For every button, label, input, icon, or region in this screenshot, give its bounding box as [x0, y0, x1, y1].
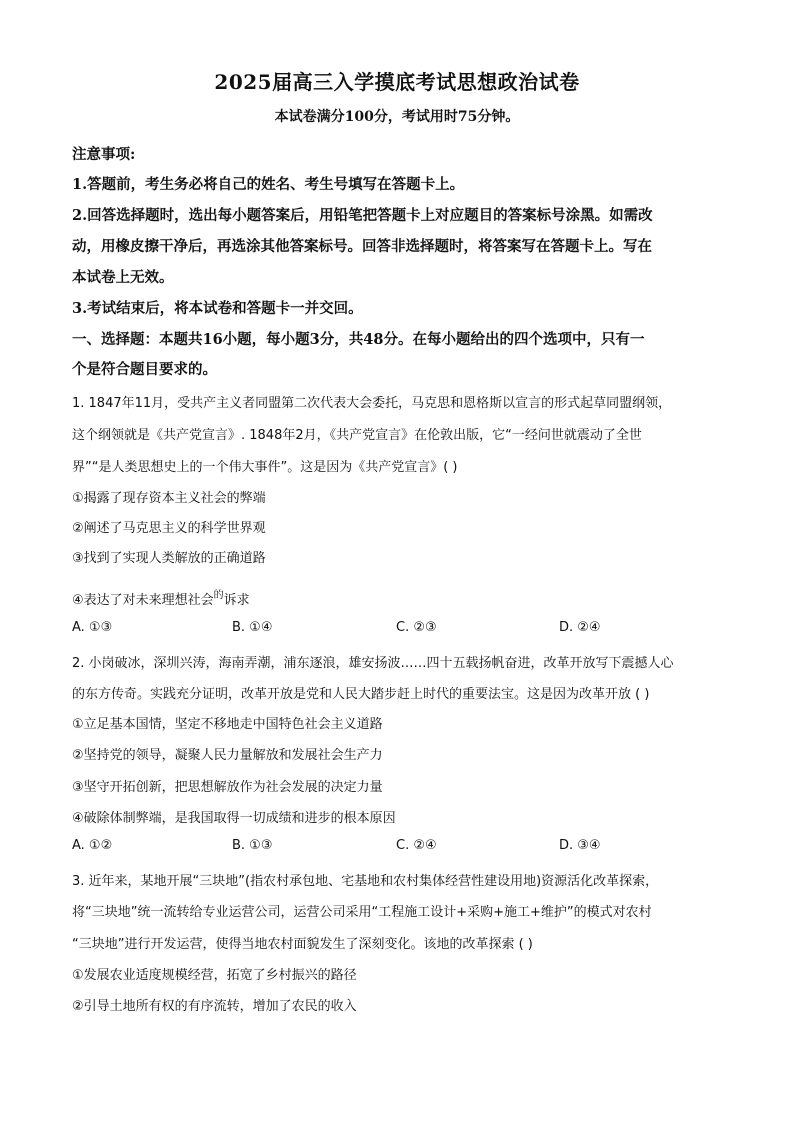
- notice-line: 2.回答选择题时，选出每小题答案后，用铅笔把答题卡上对应题目的答案标号涂黑。如需改: [72, 207, 653, 224]
- option-d[interactable]: D. ③④: [559, 838, 601, 853]
- exam-subtitle: 本试卷满分100分，考试用时75分钟。: [274, 109, 520, 125]
- question-3-stem: “三块地”进行开发运营，使得当地农村面貌发生了深刻变化。该地的改革探索 ( ): [72, 937, 533, 952]
- question-3-stem: 将“三块地”统一流转给专业运营公司，运营公司采用“工程施工设计+采购+施工+维护”的模式对农村: [72, 905, 652, 920]
- section-heading: 个是符合题目要求的。: [72, 361, 217, 378]
- question-3-stem: 3. 近年来，某地开展“三块地”(指农村承包地、宅基地和农村集体经营性建设用地)资源活化改革探索，: [72, 874, 659, 889]
- question-2-item: ②坚持党的领导，凝聚人民力量解放和发展社会生产力: [72, 748, 383, 763]
- option-c[interactable]: C. ②③: [396, 620, 437, 635]
- question-1-stem: 这个纲领就是《共产党宣言》. 1848年2月，《共产党宣言》在伦敦出版，它“一经问世就震动了全世: [72, 428, 642, 443]
- question-3-item: ②引导土地所有权的有序流转，增加了农民的收入: [72, 999, 357, 1014]
- notice-line: 本试卷上无效。: [72, 269, 174, 286]
- option-d[interactable]: D. ②④: [559, 620, 601, 635]
- question-3-item: ①发展农业适度规模经营，拓宽了乡村振兴的路径: [72, 968, 357, 983]
- option-a[interactable]: A. ①③: [72, 620, 113, 635]
- option-b[interactable]: B. ①③: [232, 838, 273, 853]
- question-2-item: ③坚守开拓创新，把思想解放作为社会发展的决定力量: [72, 780, 383, 795]
- question-1-item: ②阐述了马克思主义的科学世界观: [72, 521, 266, 536]
- notice-line: 3.考试结束后，将本试卷和答题卡一并交回。: [72, 300, 363, 317]
- option-c[interactable]: C. ②④: [396, 838, 437, 853]
- question-1-item: [72, 586, 732, 608]
- question-1-stem: 1. 1847年11月，受共产主义者同盟第二次代表大会委托，马克思和恩格斯以宣言的形式起草同盟纲领，: [72, 396, 672, 411]
- notice-heading: 注意事项:: [72, 146, 136, 163]
- item-superscript: 的: [213, 590, 224, 601]
- question-1-options: [72, 620, 712, 640]
- question-2-item: ④破除体制弊端，是我国取得一切成绩和进步的根本原因: [72, 811, 396, 826]
- item-text: ④表达了对未来理想社会: [72, 593, 214, 608]
- question-1-item: ①揭露了现存资本主义社会的弊端: [72, 491, 266, 506]
- question-2-stem: 的东方传奇。实践充分证明，改革开放是党和人民大踏步赶上时代的重要法宝。这是因为改革开放 ( ): [72, 687, 650, 702]
- notice-line: 动，用橡皮擦干净后，再选涂其他答案标号。回答非选择题时，将答案写在答题卡上。写在: [72, 238, 652, 255]
- question-1-item: ③找到了实现人类解放的正确道路: [72, 551, 266, 566]
- exam-title: 2025届高三入学摸底考试思想政治试卷: [214, 70, 580, 94]
- question-1-stem: 界”“是人类思想史上的一个伟大事件”。这是因为《共产党宣言》( ): [72, 460, 458, 475]
- notice-line: 1.答题前，考生务必将自己的姓名、考生号填写在答题卡上。: [72, 176, 465, 193]
- question-2-stem: 2. 小岗破冰，深圳兴涛，海南弄潮，浦东逐浪，雄安扬波……四十五载扬帆奋进，改革开放写下震撼人心: [72, 656, 674, 671]
- question-2-item: ①立足基本国情，坚定不移地走中国特色社会主义道路: [72, 717, 383, 732]
- option-a[interactable]: A. ①②: [72, 838, 113, 853]
- item-text: 诉求: [223, 593, 250, 608]
- section-heading: 一、选择题：本题共16小题，每小题3分，共48分。在每小题给出的四个选项中，只有一: [72, 331, 645, 348]
- question-2-options: [72, 838, 712, 858]
- option-b[interactable]: B. ①④: [232, 620, 273, 635]
